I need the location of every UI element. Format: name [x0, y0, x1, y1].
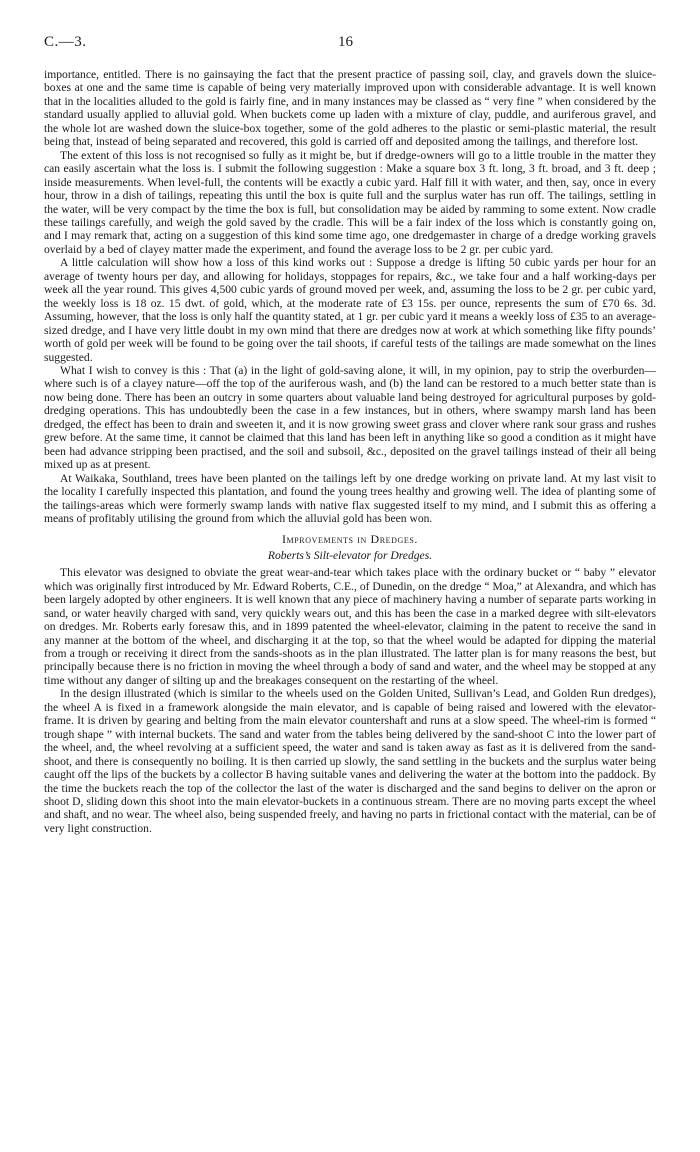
paragraph-waikaka: At Waikaka, Southland, trees have been planted on the tailings left by one dredge working on private land. At my last visit to the locality I carefully inspected this plantation, and found the young trees healthy and growing well. The idea of planting some of the tailings-areas which were formerly swamp lands with native flax suggested itself to my mind, and I submit this as offering a means of profitably utilising the ground from which the alluvial gold has been won. [44, 471, 656, 525]
paragraph-loss-test: The extent of this loss is not recognised so fully as it might be, but if dredge-owners will go to a little trouble in the matter they can easily ascertain what the loss is. I submit the following suggestion : Make a square box 3 ft. long, 3 ft. broad, and 3 ft. deep ; inside measurements. When level-full, the contents will be exactly a cubic yard. Half fill it with water, and then, say, once in every hour, throw in a dish of tailings, repeating this until the box is quite full and the surplus water has run off. The tailings, settling in the water, will be very compact by the time the box is full, but consolidation may be aided by ramming to some extent. Now cradle these tailings carefully, and weigh the gold saved by the cradle. This will be a fair index of the loss which is constantly going on, and I may remark that, acting on a suggestion of this kind some time ago, one dredgemaster in charge of a dredge working gravels overlaid by a bed of clayey matter made the experiment, and found the average loss to be 2 gr. per cubic yard. [44, 148, 656, 256]
page-number: 16 [338, 34, 353, 50]
section-subheading: Roberts’s Silt-elevator for Dredges. [267, 548, 433, 562]
section-heading: Improvements in Dredges. [281, 532, 419, 547]
paragraph-calculation: A little calculation will show how a loss of this kind works out : Suppose a dredge is lifting 50 cubic yards per hour for an average of twenty hours per day, and allowing for holidays, stoppages for repairs, &c., we take four and a half working-days per week all the year round. This gives 4,500 cubic yards of ground moved per week, and, assuming the loss to be 2 gr. per cubic yard, the weekly loss is 18 oz. 15 dwt. of gold, which, at the moderate rate of £3 15s. per ounce, represents the sum of £70 6s. 3d. Assuming, however, that the loss is only half the quantity stated, at 1 gr. per cubic yard it means a weekly loss of £35 to an average-sized dredge, and I have very little doubt in my own mind that there are dredges now at work at which something like fifty pounds’ worth of gold per week will be found to be going over the tail shoots, if careful tests of the tailings are made somewhat on the lines suggested. [44, 256, 656, 364]
paragraph-stripping: What I wish to convey is this : That (a) in the light of gold-saving alone, it will, in my opinion, pay to strip the overburden—where such is of a clayey nature—off the top of the auriferous wash, and (b) the land can be restored to a much better state than is now being done. There has been an outcry in some quarters about valuable land being destroyed for agricultural purposes by gold-dredging operations. This has undoubtedly been the case in a few instances, but in others, where swampy marsh land has been dredged, the effect has been to drain and sweeten it, and it is now growing sweet grass and clover where rank sour grass and rushes grew before. At the same time, it cannot be claimed that this land has been left in anything like so good a condition as it might have been had advance stripping been practised, and the soil and subsoil, &c., deposited on the gravel tailings instead of their all being mixed up as at present. [44, 363, 656, 472]
document-body [44, 68, 656, 835]
document-code: C.—3. [44, 34, 87, 50]
paragraph-elevator-intro: This elevator was designed to obviate the great wear-and-tear which takes place with the ordinary bucket or “ baby ” elevator which was originally first introduced by Mr. Edward Roberts, C.E., of Dunedin, on the dredge “ Moa,” at Alexandra, and which has been largely adopted by other engineers. It is well known that any piece of machinery having a number of separate parts working in sand, or water heavily charged with sand, very quickly wears out, and this has been the case in a marked degree with silt-elevators on dredges. Mr. Roberts early foresaw this, and in 1899 patented the wheel-elevator, claiming in the patent to receive the sand in any manner at the bottom of the wheel, and discharging it at the top, so that the wheel would be adapted for dipping the material from a trough or receiving it direct from the sands-shoots as in the plan illustrated. The latter plan is for many reasons the best, but principally because there is no friction in moving the wheel through a body of sand and water, and the wheel may be stopped at any time without any danger of silting up and the breakages consequent on the restarting of the wheel. [44, 566, 656, 687]
paragraph-elevator-design: In the design illustrated (which is similar to the wheels used on the Golden United, Sullivan’s Lead, and Golden Run dredges), the wheel A is fixed in a framework alongside the main elevator, and is capable of being raised and lowered with the elevator-frame. It is driven by gearing and belting from the main elevator countershaft and runs at a slow speed. The wheel-rim is formed “ trough shape ” with internal buckets. The sand and water from the tables being delivered by the sand-shoot C into the lower part of the wheel, and, the wheel revolving at a sufficient speed, the water and sand is taken away as fast as it is delivered from the sand-shoot, and there is consequently no boiling. It is then carried up slowly, the sand settling in the buckets and the surplus water being caught off the lips of the buckets by a collector B having suitable vanes and delivering the water at the bottom into the paddock. By the time the buckets reach the top of the collector the last of the water is discharged and the sand begins to deliver on the apron or shoot D, sliding down this shoot into the main elevator-buckets in a continuous stream. There are no moving parts except the wheel and shaft, and no wear. The wheel also, being suspended freely, and having no parts in frictional contact with the material, can be of very light construction. [44, 687, 657, 835]
paragraph-continuation: importance, entitled. There is no gainsaying the fact that the present practice of passing soil, clay, and gravels down the sluice-boxes at one and the same time is capable of being very materially improved upon with considerable advantage. It is well known that in the localities alluded to the gold is fairly fine, and in many instances may be classed as “ very fine ” when considered by the standard usually applied to alluvial gold. When buckets come up laden with a mixture of clay, puddle, and auriferous gravel, and the whole lot are washed down the sluice-box together, some of the gold adheres to the plastic or semi-plastic material, the result being that, instead of being separated and recovered, this gold is carried off and deposited among the tailings, and therefore lost. [44, 68, 656, 149]
page-header [44, 34, 660, 54]
